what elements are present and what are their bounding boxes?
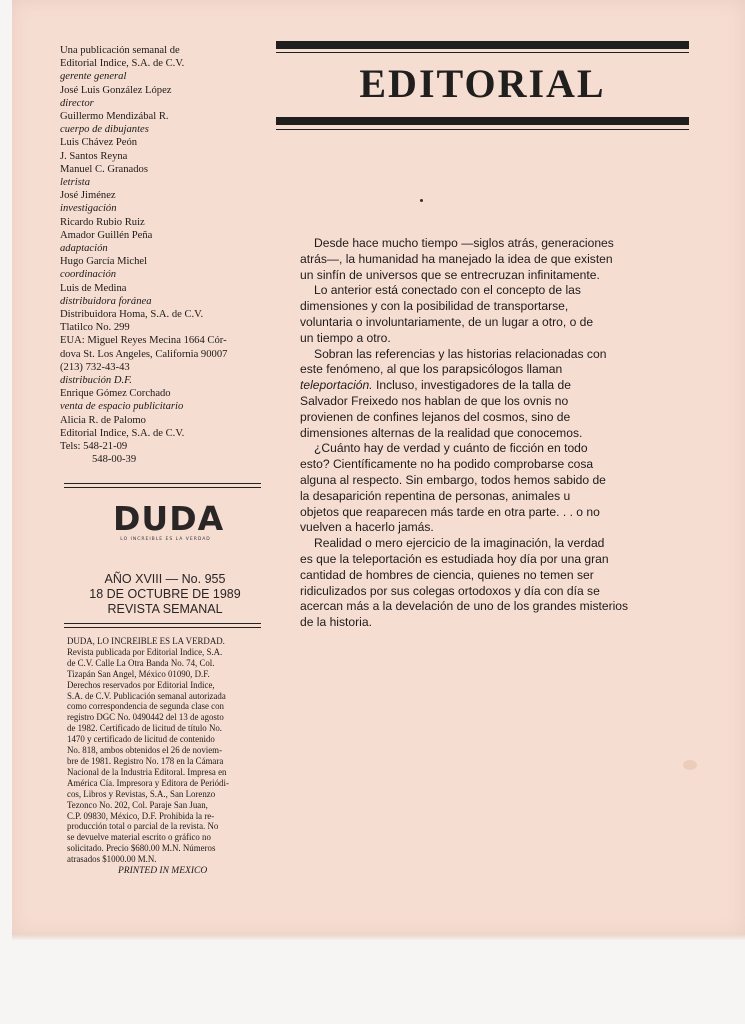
issue-info [60,572,270,617]
masthead-line: 548-00-39 [92,454,137,466]
masthead-role: distribuidora foránea [60,295,152,307]
masthead-line: Ricardo Rubio Ruiz [60,216,145,228]
editorial-title: EDITORIAL [359,61,606,106]
legal-line: solicitado. Precio $680.00 M.N. Números [67,843,216,854]
editorial-line: Lo anterior está conectado con el concepto de las [314,283,581,298]
editorial-line: Sobran las referencias y las historias relacionadas con [314,346,607,361]
editorial-line: la desaparición repentina de personas, animales u [300,488,571,503]
legal-line: S.A. de C.V. Publicación semanal autorizada [67,690,226,701]
editorial-line: atrás—, la humanidad ha manejado la idea de que existen [300,251,613,266]
masthead-line: Distribuidora Homa, S.A. de C.V. [60,309,204,321]
editorial-line: esto? Científicamente no ha podido comprobarse cosa [300,457,594,472]
editorial-line: cantidad de hombres de ciencia, quienes no temen ser [300,567,594,582]
masthead-line: Hugo García Michel [60,256,148,268]
editorial-line: un tiempo a otro. [300,330,391,345]
masthead-line: Guillermo Mendizábal R. [60,111,169,123]
legal-line: atrasados $1000.00 M.N. [67,854,157,865]
masthead-line: Amador Guillén Peña [60,229,153,241]
legal-line: Derechos reservados por Editorial Indice, [67,679,215,690]
editorial-line: Desde hace mucho tiempo —siglos atrás, generaciones [314,236,614,250]
issue-date: 18 DE OCTUBRE DE 1989 [89,587,241,601]
page-edge [12,935,745,941]
masthead-role: coordinación [60,269,117,281]
masthead-line: José Jiménez [60,190,116,202]
masthead-line: José Luis González López [60,84,172,96]
header-bar-top [276,41,689,49]
editorial-line: dimensiones alternas de la realidad que conocemos. [300,425,583,440]
masthead-line: Luis Chávez Peón [60,137,138,149]
masthead-line: dova St. Los Angeles, California 90007 [60,348,228,360]
printed-in-mexico: PRINTED IN MEXICO [118,866,208,876]
editorial-line: Salvador Freixedo nos hablan de que los ovnis no [300,393,569,408]
masthead-line: Tels: 548-21-09 [60,441,128,453]
legal-line: DUDA, LO INCREIBLE ES LA VERDAD. [67,636,225,646]
masthead-line: J. Santos Reyna [60,150,128,162]
masthead-role: gerente general [60,71,127,83]
editorial-line: vuelven a hacerlo jamás. [300,520,434,535]
editorial-line: ridiculizados por sus colegas ortodoxos y día con día se [300,583,600,598]
editorial-line: es que la teleportación es estudiada hoy día por una gran [300,551,609,566]
legal-line: 1470 y certificado de licitud de contenido [67,734,215,745]
masthead-line: Alicia R. de Palomo [60,414,146,426]
editorial-line: provienen de confines lejanos del cosmos, sino de [300,409,571,424]
header-thin-rule [276,52,689,53]
legal-line: Nacional de la Industria Editoral. Impresa en [67,766,227,777]
masthead-role: adaptación [60,243,108,255]
legal-line: Tizapán San Angel, México 01090, D.F. [67,668,210,679]
legal-line: de 1982. Certificado de licitud de título No. [67,723,223,734]
masthead-line: Una publicación semanal de [60,45,180,56]
masthead-role: investigación [60,203,117,215]
legal-line: Tezonco No. 202, Col. Paraje San Juan, [67,799,208,810]
legal-line: producción total o parcial de la revista. No [67,821,219,832]
logo-tagline: LO INCREIBLE ES LA VERDAD [120,537,211,542]
editorial-line: alguna al respecto. Sin embargo, todos hemos sabido de [300,472,606,487]
issue-frequency: REVISTA SEMANAL [107,602,223,616]
editorial-body [300,236,630,631]
legal-line: No. 818, ambos obtenidos el 26 de noviem- [67,745,223,756]
divider-rule [64,623,261,628]
legal-line: como correspondencia de segunda clase con [67,701,224,712]
legal-line: Revista publicada por Editorial Indice, S.A. [67,646,223,657]
editorial-line: un sinfín de universos que se entrecruzan infinitamente. [300,267,600,282]
editorial-line: este fenómeno, al que los parapsicólogos llaman [300,362,563,377]
issue-number: AÑO XVIII — No. 955 [104,572,226,586]
divider-rule [64,483,261,488]
legal-line: bre de 1981. Registro No. 178 en la Cámara [67,755,224,766]
editorial-line: de la historia. [300,615,372,630]
editorial-line: objetos que reaparecen más tarde en otra parte. . . o no [300,504,600,519]
legal-line: se devuelve material escrito o gráfico no [67,832,211,843]
legal-line: C.P. 09830, México, D.F. Prohibida la re- [67,810,215,821]
editorial-line: teleportación. Incluso, investigadores de la talla de [300,378,571,393]
masthead-line: Luis de Medina [60,282,127,294]
editorial-line: acercan más a la develación de uno de los grandes misterios [300,599,629,614]
masthead-line: Editorial Indice, S.A. de C.V. [60,58,185,70]
masthead-role: venta de espacio publicitario [60,401,184,413]
masthead-line: Enrique Gómez Corchado [60,388,171,400]
masthead-line: (213) 732-43-43 [60,361,130,373]
paper-stain [683,760,697,770]
masthead-credits [60,44,265,467]
header-bar-bottom [276,117,689,125]
masthead-line: Tlatilco No. 299 [60,322,130,334]
ink-speck [420,199,423,202]
header-thin-rule [276,129,689,130]
legal-notice [67,636,263,865]
masthead-role: letrista [60,177,91,189]
logo-wordmark: DUDA [113,499,225,538]
legal-line: América Cía. Impresora y Editora de Periódi- [67,777,229,788]
editorial-line: ¿Cuánto hay de verdad y cuánto de ficción en todo [314,441,588,456]
masthead-role: distribución D.F. [60,375,132,387]
legal-line: de C.V. Calle La Otra Banda No. 74, Col. [67,657,215,668]
masthead-role: cuerpo de dibujantes [60,124,149,136]
masthead-line: EUA: Miguel Reyes Mecina 1664 Cór- [60,335,227,347]
editorial-line: Realidad o mero ejercicio de la imaginación, la verdad [314,536,605,551]
masthead-line: Editorial Indice, S.A. de C.V. [60,427,185,439]
masthead-line: Manuel C. Granados [60,163,148,175]
editorial-line: voluntaria o involuntariamente, de un lugar a otro, o de [300,314,594,329]
duda-logo [113,499,225,542]
masthead-role: director [60,97,94,109]
editorial-line: dimensiones y con la posibilidad de transportarse, [300,299,569,314]
legal-line: cos, Libros y Revistas, S.A., San Lorenzo [67,788,216,799]
legal-line: registro DGC No. 0490442 del 13 de agosto [67,712,224,723]
